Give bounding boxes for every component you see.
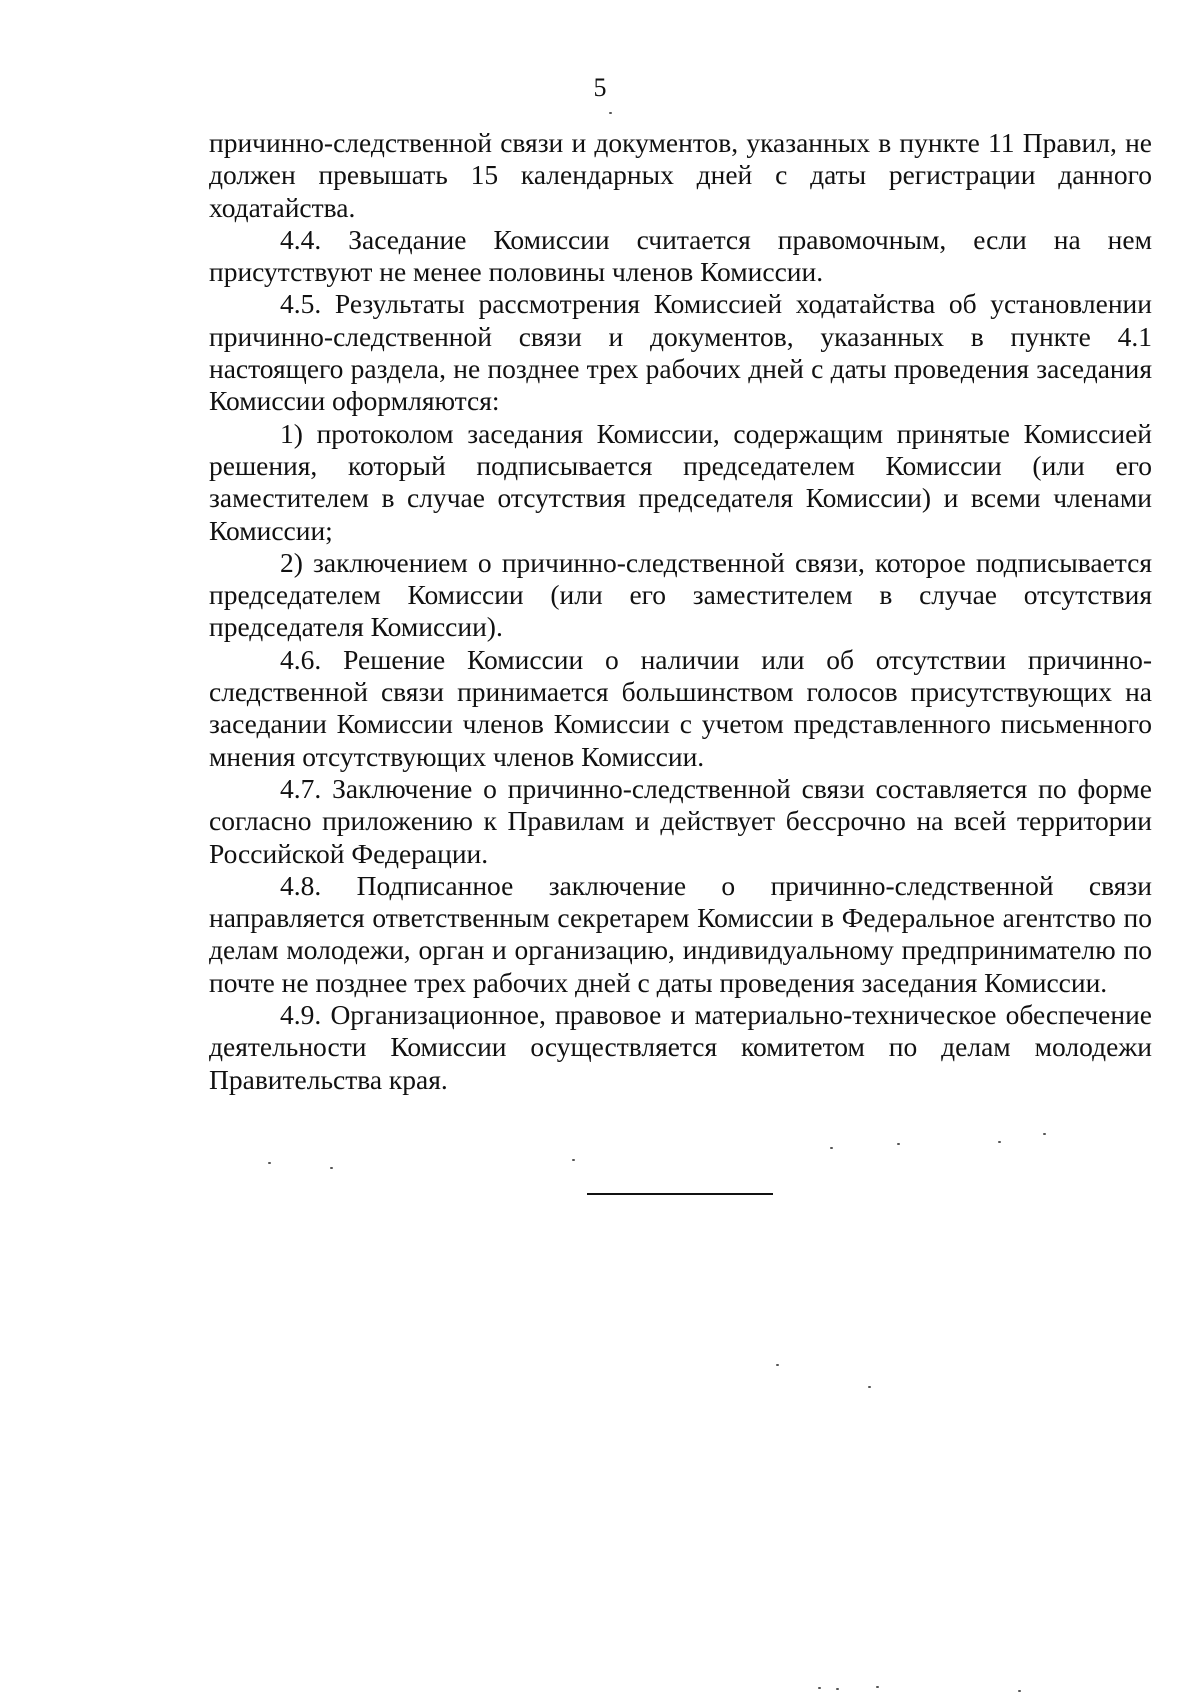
scan-speck [1043,1133,1046,1135]
paragraph-4-5: 4.5. Результаты рассмотрения Комиссией ходатайства об установлении причинно-следственной связи и документов, указанных в пункте 4.1 настоящего раздела, не позднее трех рабочих дней с даты проведения заседания Комиссии оформляются: [209,288,1152,417]
document-body [209,127,1152,1096]
paragraph-4-6: 4.6. Решение Комиссии о наличии или об отсутствии причинно-следственной связи принимается большинством голосов присутствующих на заседании Комиссии членов Комиссии с учетом представленного письменного мнения отсутствующих членов Комиссии. [209,643,1152,772]
scan-speck [897,1143,900,1145]
scan-speck [830,1147,833,1149]
scan-speck [998,1141,1001,1143]
scan-speck [572,1159,575,1161]
paragraph-4-5-item-2: 2) заключением о причинно-следственной связи, которое подписывается председателем Комиссии (или его заместителем в случае отсутствия председателя Комиссии). [209,546,1152,643]
paragraph-4-8: 4.8. Подписанное заключение о причинно-следственной связи направляется ответственным секретарем Комиссии в Федеральное агентство по делам молодежи, орган и организацию, индивидуальному предпринимателю по почте не позднее трех рабочих дней с даты проведения заседания Комиссии. [209,869,1152,998]
scan-speck [330,1167,333,1169]
end-of-document-rule [587,1193,773,1195]
paragraph-4-4: 4.4. Заседание Комиссии считается правомочным, если на нем присутствуют не менее половины членов Комиссии. [209,223,1152,288]
scan-speck [1018,1690,1021,1692]
scan-speck [609,112,612,114]
scan-speck [818,1687,821,1689]
scan-speck [268,1162,271,1164]
paragraph-4-9: 4.9. Организационное, правовое и материально-техническое обеспечение деятельности Комиссии осуществляется комитетом по делам молодежи Правительства края. [209,999,1152,1095]
scan-speck [868,1386,871,1388]
paragraph-4-7: 4.7. Заключение о причинно-следственной связи составляется по форме согласно приложению к Правилам и действует бессрочно на всей территории Российской Федерации. [209,772,1152,869]
scan-speck [836,1688,839,1690]
scan-speck [776,1364,779,1366]
paragraph-4-5-item-1: 1) протоколом заседания Комиссии, содержащим принятые Комиссией решения, который подписывается председателем Комиссии (или его заместителем в случае отсутствия председателя Комиссии) и всеми членами Комиссии; [209,417,1152,546]
paragraph-4-3-continuation: причинно-следственной связи и документов, указанных в пункте 11 Правил, не должен превышать 15 календарных дней с даты регистрации данного ходатайства. [209,127,1152,223]
scan-speck [876,1686,879,1688]
page-number: 5 [593,73,607,102]
